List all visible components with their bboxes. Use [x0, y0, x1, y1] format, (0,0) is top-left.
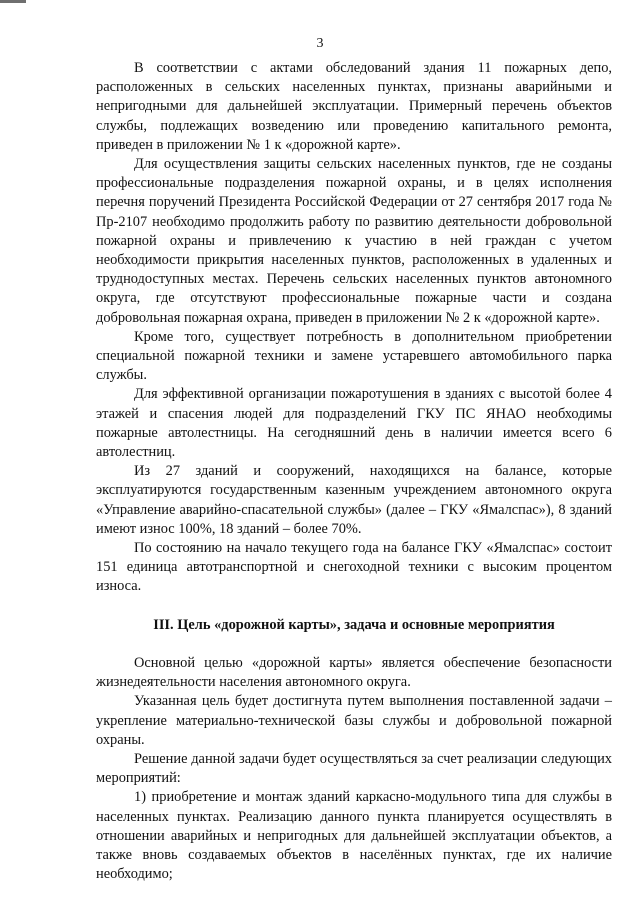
paragraph-main-goal: Основной целью «дорожной карты» является обеспечение безопасности жизнедеятельности населения автономного округа. [96, 654, 612, 691]
paragraph-fire-depots: В соответствии с актами обследований здания 11 пожарных депо, расположенных в сельских населенных пунктах, признаны аварийными и непригодными для дальнейшей эксплуатации. Примерный перечень объектов службы, подлежащих возведению или проведению капитального ремонта, приведен в приложении № 1 к «дорожной карте». [96, 60, 612, 153]
document-body [96, 59, 612, 884]
paragraph-vehicle-fleet: По состоянию на начало текущего года на балансе ГКУ «Ямалспас» состоит 151 единица автотранспортной и снегоходной техники с высоким процентом износа. [96, 540, 612, 595]
spacer [96, 597, 612, 616]
page-number: 3 [316, 36, 324, 51]
paragraph-rural-protection: Для осуществления защиты сельских населенных пунктов, где не созданы профессиональные подразделения пожарной охраны, и в целях исполнения перечня поручений Президента Российской Федерации от 27 сентября 2017 года № Пр-2107 необходимо продолжить работу по развитию деятельности добровольной пожарной охраны и привлечению к участию в ней граждан с учетом необходимости прикрытия населенных пунктов, расположенных в удаленных и труднодоступных местах. Перечень сельских населенных пунктов автономного округа, где отсутствуют профессиональные пожарные части и создана добровольная пожарная охрана, приведен в приложении № 2 к «дорожной карте». [96, 156, 612, 326]
paragraph-building-wear: Из 27 зданий и сооружений, находящихся на балансе, которые эксплуатируются государственным казенным учреждением автономного округа «Управление аварийно-спасательной службы» (далее – ГКУ «Ямалспас»), 8 зданий имеют износ 100%, 18 зданий – более 70%. [96, 463, 612, 537]
paragraph-aerial-ladders: Для эффективной организации пожаротушения в зданиях с высотой более 4 этажей и спасения людей для подразделений ГКУ ПС ЯНАО необходимы пожарные автолестницы. На сегодняшний день в наличии имеется всего 6 автолестниц. [96, 386, 612, 461]
spacer [96, 635, 612, 654]
paragraph-task: Указанная цель будет достигнута путем выполнения поставленной задачи – укрепление материально-технической базы службы и добровольной пожарной охраны. [96, 693, 612, 748]
scan-edge-mark [0, 0, 26, 3]
paragraph-measures-intro: Решение данной задачи будет осуществляться за счет реализации следующих мероприятий: [96, 750, 612, 787]
paragraph-equipment-need: Кроме того, существует потребность в дополнительном приобретении специальной пожарной техники и замене устаревшего автомобильного парка службы. [96, 328, 612, 384]
paragraph-measure-1: 1) приобретение и монтаж зданий каркасно-модульного типа для службы в населенных пунктах. Реализацию данного пункта планируется осуществлять в отношении аварийных и непригодных для дальнейшей эксплуатации объектов, а также вновь создаваемых объектов в населённых пунктах, где их наличие необходимо; [96, 789, 612, 883]
section-heading: III. Цель «дорожной карты», задача и основные мероприятия [153, 616, 555, 633]
